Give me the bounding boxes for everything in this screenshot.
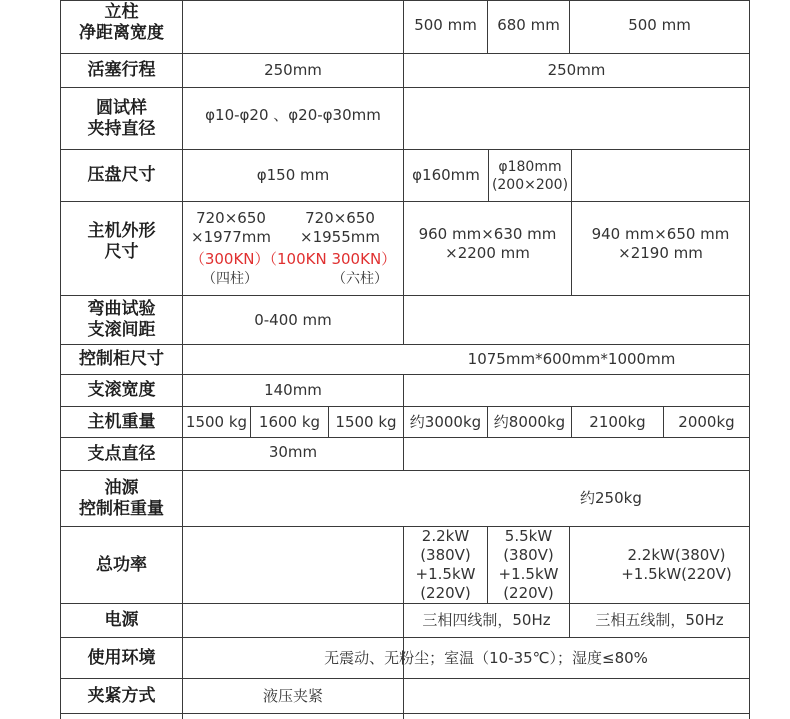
frame-weight-value: 1500 kg xyxy=(335,412,397,431)
platen-size-value: φ160mm xyxy=(412,166,480,184)
control-cabinet-size-value: 1075mm*600mm*1000mm xyxy=(467,350,676,368)
round-specimen-clamping-value: φ10-φ20 、φ20-φ30mm xyxy=(205,106,381,124)
power-supply-value: 三相五线制，50Hz xyxy=(595,611,724,629)
six-column-note: （六柱） xyxy=(332,271,388,287)
platen-size-value: φ150 mm xyxy=(256,166,330,184)
oil-cabinet-weight-value: 约250kg xyxy=(580,489,642,507)
row-label-total-power: 总功率 xyxy=(96,554,147,575)
total-power-value: 2.2kW(380V) +1.5kW(220V) xyxy=(621,546,732,583)
total-power-value: 2.2kW (380V) +1.5kW (220V) xyxy=(415,527,476,602)
row-label-control-cabinet-size: 控制柜尺寸 xyxy=(79,349,164,369)
piston-stroke-value: 250mm xyxy=(547,61,606,79)
row-label-power-supply: 电源 xyxy=(104,610,139,630)
frame-dimensions-value: 940 mm×650 mm ×2190 mm xyxy=(591,224,730,262)
fulcrum-diameter-value: 30mm xyxy=(268,442,318,461)
four-column-note: （四柱） xyxy=(202,271,258,287)
column-clearance-value: 500 mm xyxy=(414,16,477,34)
frame-weight-value: 2100kg xyxy=(589,412,646,431)
frame-weight-value: 2000kg xyxy=(678,412,735,431)
column-clearance-value: 500 mm xyxy=(628,16,691,34)
frame-weight-value: 约3000kg xyxy=(409,412,482,431)
row-label-platen-size: 压盘尺寸 xyxy=(87,165,156,185)
piston-stroke-value: 250mm xyxy=(264,61,322,79)
platen-size-value: φ180mm (200×200) xyxy=(491,158,569,193)
row-label-frame-dimensions: 主机外形 尺寸 xyxy=(87,220,156,262)
bending-roller-span-value: 0-400 mm xyxy=(254,310,332,329)
column-clearance-value: 680 mm xyxy=(497,16,560,34)
frame-dimensions-four-column: 720×650 ×1977mm xyxy=(191,209,271,246)
frame-weight-value: 约8000kg xyxy=(493,412,566,431)
power-supply-value: 三相四线制，50Hz xyxy=(422,611,551,629)
frame-capacity-note: （300KN）（100KN 300KN） xyxy=(189,250,397,268)
total-power-value: 5.5kW (380V) +1.5kW (220V) xyxy=(498,527,559,602)
frame-weight-value: 1600 kg xyxy=(258,412,321,431)
row-label-bending-roller-span: 弯曲试验 支滚间距 xyxy=(87,299,156,340)
row-label-piston-stroke: 活塞行程 xyxy=(87,60,156,80)
roller-width-value: 140mm xyxy=(264,381,322,399)
row-label-column-clearance: 立柱 净距离宽度 xyxy=(79,2,164,43)
row-label-frame-weight: 主机重量 xyxy=(87,411,156,432)
clamping-method-value: 液压夹紧 xyxy=(262,686,323,705)
row-label-roller-width: 支滚宽度 xyxy=(87,380,156,400)
frame-weight-value: 1500 kg xyxy=(185,412,248,431)
row-label-clamping-method: 夹紧方式 xyxy=(87,685,156,706)
row-label-round-specimen-clamping: 圆试样 夹持直径 xyxy=(87,97,156,139)
frame-dimensions-value: 960 mm×630 mm ×2200 mm xyxy=(418,224,557,262)
row-label-fulcrum-diameter: 支点直径 xyxy=(87,443,156,464)
frame-dimensions-six-column: 720×650 ×1955mm xyxy=(300,209,380,246)
environment-value: 无震动、无粉尘；室温（10-35℃）；湿度≤80% xyxy=(324,648,648,667)
row-label-oil-cabinet-weight: 油源 控制柜重量 xyxy=(79,477,164,519)
row-label-environment: 使用环境 xyxy=(87,647,156,668)
